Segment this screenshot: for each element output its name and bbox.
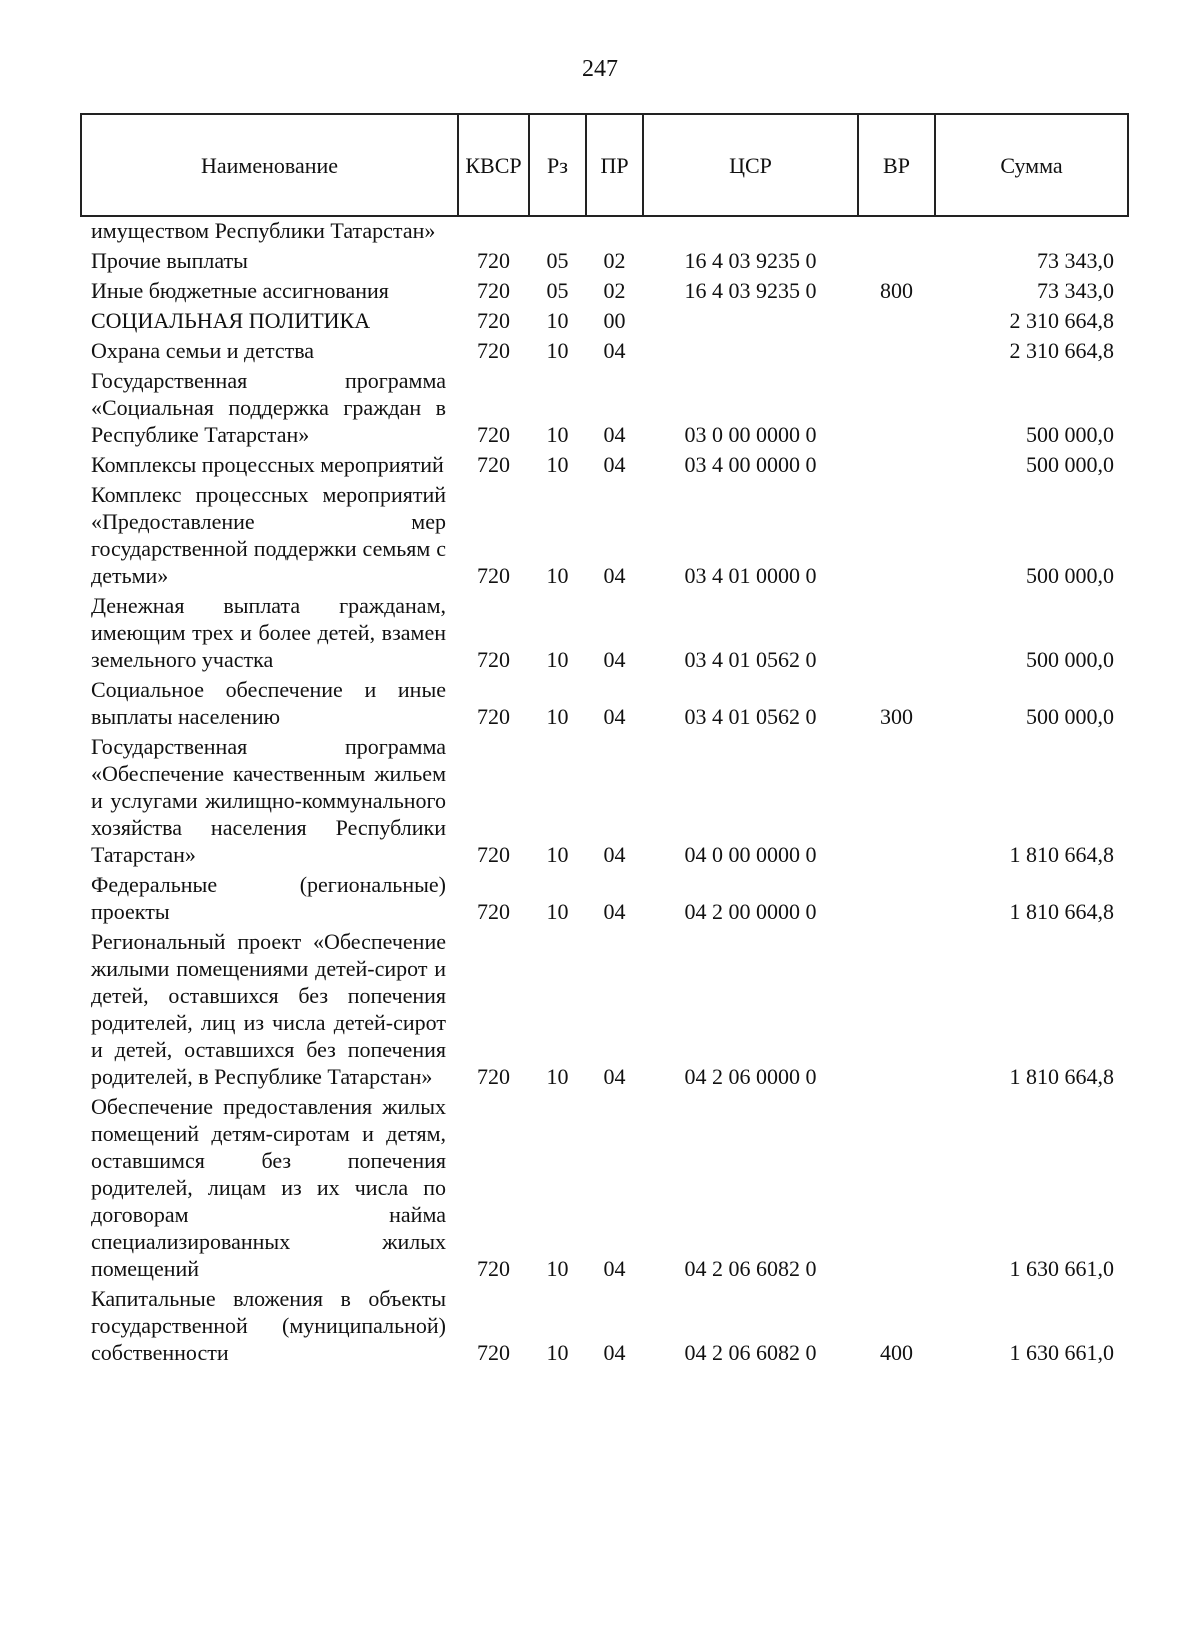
cell-kvsr: 720 xyxy=(477,647,510,672)
cell-pr: 04 xyxy=(603,899,626,924)
cell-pr: 04 xyxy=(603,647,626,672)
cell-kvsr: 720 xyxy=(477,452,510,477)
cell-rz: 10 xyxy=(546,308,569,333)
cell-vr: 800 xyxy=(880,278,913,303)
table-row xyxy=(81,1282,1128,1366)
cell-rz xyxy=(529,216,586,244)
cell-csr: 04 2 06 0000 0 xyxy=(684,1064,817,1089)
cell-sum: 73 343,0 xyxy=(1037,278,1114,303)
cell-pr: 04 xyxy=(603,704,626,729)
cell-rz: 10 xyxy=(546,1340,569,1365)
cell-sum: 500 000,0 xyxy=(1026,704,1114,729)
cell-csr: 16 4 03 9235 0 xyxy=(684,248,817,273)
table-row xyxy=(81,216,1128,244)
cell-name: Государственная программа «Социальная поддержка граждан в Республике Татарстан» xyxy=(91,368,446,447)
cell-sum: 1 810 664,8 xyxy=(1009,899,1114,924)
table-row xyxy=(81,304,1128,334)
cell-sum: 1 810 664,8 xyxy=(1009,1064,1114,1089)
cell-vr xyxy=(858,216,935,244)
header-name: Наименование xyxy=(81,114,458,216)
cell-name: Прочие выплаты xyxy=(91,248,248,273)
cell-sum: 500 000,0 xyxy=(1026,563,1114,588)
header-rz: Рз xyxy=(529,114,586,216)
cell-vr xyxy=(858,478,935,589)
cell-sum: 2 310 664,8 xyxy=(1009,308,1114,333)
table-row xyxy=(81,589,1128,673)
cell-sum: 1 630 661,0 xyxy=(1009,1340,1114,1365)
table-row xyxy=(81,478,1128,589)
cell-sum xyxy=(935,216,1128,244)
cell-pr: 02 xyxy=(603,278,626,303)
cell-rz: 10 xyxy=(546,452,569,477)
cell-kvsr xyxy=(458,216,529,244)
cell-name: Федеральные (региональные) проекты xyxy=(91,872,446,924)
cell-pr xyxy=(586,216,643,244)
table-row xyxy=(81,1090,1128,1282)
table-body xyxy=(81,216,1128,1366)
budget-table xyxy=(80,113,1129,1366)
cell-rz: 10 xyxy=(546,563,569,588)
cell-pr: 02 xyxy=(603,248,626,273)
cell-csr: 03 0 00 0000 0 xyxy=(684,422,817,447)
cell-name: Социальное обеспечение и иные выплаты населению xyxy=(91,677,446,729)
cell-name: Денежная выплата гражданам, имеющим трех и более детей, взамен земельного участка xyxy=(91,593,446,672)
cell-csr: 03 4 01 0562 0 xyxy=(684,647,817,672)
cell-name: Охрана семьи и детства xyxy=(91,338,315,363)
cell-csr: 03 4 01 0000 0 xyxy=(684,563,817,588)
cell-kvsr: 720 xyxy=(477,1256,510,1281)
cell-kvsr: 720 xyxy=(477,563,510,588)
cell-kvsr: 720 xyxy=(477,278,510,303)
cell-pr: 04 xyxy=(603,842,626,867)
cell-name: Комплексы процессных мероприятий xyxy=(91,452,444,477)
cell-pr: 04 xyxy=(603,422,626,447)
cell-csr: 04 0 00 0000 0 xyxy=(684,842,817,867)
cell-kvsr: 720 xyxy=(477,842,510,867)
cell-csr xyxy=(643,304,858,334)
table-row xyxy=(81,673,1128,730)
cell-sum: 73 343,0 xyxy=(1037,248,1114,273)
cell-rz: 10 xyxy=(546,422,569,447)
cell-name: имуществом Республики Татарстан» xyxy=(91,218,436,243)
cell-vr xyxy=(858,1090,935,1282)
cell-rz: 10 xyxy=(546,1064,569,1089)
cell-kvsr: 720 xyxy=(477,899,510,924)
table-row xyxy=(81,364,1128,448)
cell-vr xyxy=(858,730,935,868)
cell-vr: 300 xyxy=(880,704,913,729)
cell-csr: 03 4 01 0562 0 xyxy=(684,704,817,729)
cell-name: Иные бюджетные ассигнования xyxy=(91,278,389,303)
cell-pr: 04 xyxy=(603,563,626,588)
cell-vr xyxy=(858,364,935,448)
cell-vr xyxy=(858,334,935,364)
table-row xyxy=(81,448,1128,478)
cell-kvsr: 720 xyxy=(477,1064,510,1089)
header-vr: ВР xyxy=(858,114,935,216)
table-header xyxy=(81,114,1128,216)
cell-vr xyxy=(858,589,935,673)
cell-sum: 1 630 661,0 xyxy=(1009,1256,1114,1281)
cell-kvsr: 720 xyxy=(477,308,510,333)
cell-name: Капитальные вложения в объекты государственной (муниципальной) собственности xyxy=(91,1286,446,1365)
cell-csr xyxy=(643,216,858,244)
cell-name: СОЦИАЛЬНАЯ ПОЛИТИКА xyxy=(91,308,371,333)
cell-pr: 04 xyxy=(603,1256,626,1281)
table-row xyxy=(81,274,1128,304)
table-row xyxy=(81,730,1128,868)
cell-name: Комплекс процессных мероприятий «Предоставление мер государственной поддержки семьям с детьми» xyxy=(91,482,446,588)
cell-vr xyxy=(858,925,935,1090)
cell-csr: 04 2 06 6082 0 xyxy=(684,1340,817,1365)
table-row xyxy=(81,868,1128,925)
cell-csr: 03 4 00 0000 0 xyxy=(684,452,817,477)
header-kvsr: КВСР xyxy=(458,114,529,216)
cell-kvsr: 720 xyxy=(477,248,510,273)
header-csr: ЦСР xyxy=(643,114,858,216)
cell-sum: 1 810 664,8 xyxy=(1009,842,1114,867)
cell-csr: 16 4 03 9235 0 xyxy=(684,278,817,303)
cell-csr: 04 2 06 6082 0 xyxy=(684,1256,817,1281)
cell-vr xyxy=(858,244,935,274)
cell-rz: 10 xyxy=(546,647,569,672)
page-number: 247 xyxy=(582,56,618,82)
cell-vr xyxy=(858,868,935,925)
cell-kvsr: 720 xyxy=(477,338,510,363)
cell-csr xyxy=(643,334,858,364)
cell-sum: 500 000,0 xyxy=(1026,422,1114,447)
cell-pr: 04 xyxy=(603,338,626,363)
cell-name: Региональный проект «Обеспечение жилыми помещениями детей-сирот и детей, оставшихся без попечения родителей, лиц из числа детей-сирот и детей, оставшихся без попечения родителей, в Республике Татарстан» xyxy=(91,929,446,1089)
cell-rz: 10 xyxy=(546,704,569,729)
cell-rz: 05 xyxy=(546,278,569,303)
cell-kvsr: 720 xyxy=(477,422,510,447)
cell-sum: 500 000,0 xyxy=(1026,452,1114,477)
cell-vr: 400 xyxy=(880,1340,913,1365)
cell-rz: 05 xyxy=(546,248,569,273)
table-row xyxy=(81,334,1128,364)
cell-rz: 10 xyxy=(546,338,569,363)
header-pr: ПР xyxy=(586,114,643,216)
cell-pr: 04 xyxy=(603,452,626,477)
cell-pr: 00 xyxy=(603,308,626,333)
cell-kvsr: 720 xyxy=(477,704,510,729)
table-row xyxy=(81,925,1128,1090)
cell-vr xyxy=(858,304,935,334)
cell-csr: 04 2 00 0000 0 xyxy=(684,899,817,924)
cell-sum: 2 310 664,8 xyxy=(1009,338,1114,363)
cell-pr: 04 xyxy=(603,1340,626,1365)
cell-name: Обеспечение предоставления жилых помещений детям-сиротам и детям, оставшимся без попечения родителей, лицам из их числа по договорам найма специализированных жилых помещений xyxy=(91,1094,446,1281)
cell-kvsr: 720 xyxy=(477,1340,510,1365)
table-row xyxy=(81,244,1128,274)
header-sum: Сумма xyxy=(935,114,1128,216)
cell-rz: 10 xyxy=(546,1256,569,1281)
cell-vr xyxy=(858,448,935,478)
cell-rz: 10 xyxy=(546,842,569,867)
cell-sum: 500 000,0 xyxy=(1026,647,1114,672)
cell-pr: 04 xyxy=(603,1064,626,1089)
cell-name: Государственная программа «Обеспечение качественным жильем и услугами жилищно-коммунального хозяйства населения Республики Татарстан» xyxy=(91,734,446,867)
cell-rz: 10 xyxy=(546,899,569,924)
